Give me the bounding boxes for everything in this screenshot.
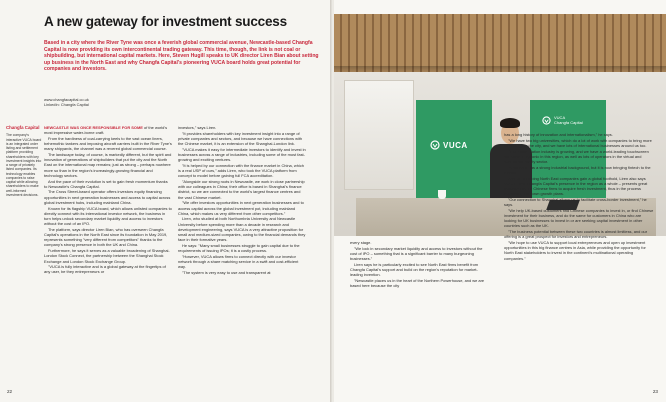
article-standfirst: Based in a city where the River Tyne was once a feverish global commercial avenue, Newcastle-based Changfa Capital is now providing its own intercontinental trading gateway. This time, though, the link is not coal or shipbuilding, but international capital markets. Here, Steven Hugill speaks to UK director Liren Bian about setting up business in the North East and why Changfa Capital's pioneering VUCA board holds great potential for companies and investors.	[44, 40, 319, 73]
vuca-logo-left	[430, 140, 468, 150]
paragraph	[44, 125, 172, 135]
body-column-1	[44, 125, 172, 275]
body-column-3	[350, 240, 490, 289]
sidebar-title: Changfa Capital	[6, 125, 40, 130]
paragraph: And the pace of their evolution is set to gain fresh momentum thanks to Newcastle's Changfa Capital.	[44, 178, 168, 189]
paragraph: "We lock in secondary market liquidity and access to investors without the cost of IPO – something that is a significant barrier to many burgeoning businesses."	[350, 245, 483, 262]
paragraph: investors," says Liren.	[178, 125, 217, 130]
paragraph: "VUCA is fully interactive and is a global gateway at the fingertips of any user, be they entrepreneurs or	[44, 264, 166, 275]
paragraph: "Alongside our strong roots in Newcastle, we work in close partnership with our colleagues in China; their office is based in Shanghai's finance district, so we are connected to the world's largest finance centres and the vast Chinese market.	[178, 179, 305, 200]
vuca-brand-block	[554, 116, 583, 125]
paragraph: Known for its flagship VUCA board, which allows unlisted companies to directly connect with its international investor network, the business in turn helps unlock secondary market liquidity and access to investors without the cost of an IPO.	[44, 205, 172, 227]
page-number-left: 22	[7, 389, 13, 394]
paragraph: has a long history of innovation and internationalism," he says.	[504, 132, 613, 137]
vuca-logo-right	[542, 116, 583, 125]
paragraph: Liren, who studied at both Northumbria University and Newcastle University before spending more than a decade in research and development engineering, says VUCA is a very attractive proposition for small and medium-sized companies, owing to the financial demands they face in their formative years.	[178, 216, 306, 243]
paragraph: "It is helped by our connection with the finance market in China, which is a real USP of ours," adds Liren, who took the VUCA platform from concept to model before gaining full FCA accreditation.	[178, 162, 304, 179]
article-credits	[44, 97, 89, 107]
paragraph: The platform, says director Liren Bian, who has overseen Changfa Capital's operations in the North East since its foundation in May 2019, represents something "very different from competitors" thanks to the company's strong presence in both the UK and China.	[44, 226, 168, 248]
page-number-right: 23	[652, 389, 658, 394]
body-column-4	[504, 132, 654, 261]
paragraph: "However, VUCA allows firms to connect directly with our investor network through a share matching service in a swift and cost-efficient way.	[178, 253, 299, 270]
paragraph: "We have two big universities, which do a lot of work with companies to bring more technology to the city, and we have lots of international businesses around us too.	[504, 137, 652, 148]
lead-in: NEWCASTLE WAS ONCE RESPONSIBLE FOR SOME	[44, 125, 143, 130]
paragraph: The Cross Street-based operator offers investors equity financing opportunities in next generation businesses and access to capital across global investment hubs, including mainland China.	[44, 189, 171, 205]
paragraph: The landscape today, of course, is markedly different, but the spirit and innovation of generations of shipbuilders that put the city and the North East on the international map remains; just as strong – perhaps nowhere more so than in the region's increasingly-growing financial and technology sectors.	[44, 152, 172, 178]
paragraph: "It provides shareholders with key investment insight into a range of private companies and sectors, and because we have connections with the Chinese market, it is an extension of the Shanghai-London link.	[178, 130, 303, 147]
vuca-mark-icon	[542, 116, 551, 125]
paragraph: "Newcastle has a strong industrial background, but it is now bringing fintech to the market."	[504, 164, 651, 175]
paragraph: "The business potential between these two countries is almost limitless, and our offering is a great prospect for investors and entrepreneurs.	[504, 229, 648, 240]
paragraph: every stage.	[350, 240, 372, 245]
left-page	[0, 0, 332, 402]
paragraph: "VUCA makes it easy for intermediate investors to identify and invest in businesses across a range of industries, including some of the most fast-growing and exciting ventures.	[178, 146, 306, 163]
paragraph: "Our connection to Shanghai allows us to facilitate cross-border investment," he says.	[504, 196, 647, 208]
person-hair	[500, 118, 520, 128]
paragraph: "The electrification industry is growing, and we have a world-leading touchscreen company in Zytronic in this region, as well as lots of operators in the virtual and augmented reality sector.	[504, 148, 649, 165]
changfa-brand-text: Changfa Capital	[554, 119, 583, 125]
paragraph: "We help UK-based customers find Chinese companies to invest in, or find Chinese investment for their business, and do the same for customers in China who are looking for UK businesses to invest in or are seeking capital investment in other countries such as the UK.	[504, 207, 654, 229]
paragraph: Furthermore, he says it serves as a valuable broadening of Shanghai-London Stock Connect, the partnership between the Shanghai Stock Exchange and London Stock Exchange Group.	[44, 248, 170, 264]
vuca-mark-icon	[430, 140, 440, 150]
paragraph-text: of the world's most impressive water-borne craft.	[44, 125, 168, 136]
paragraph: He says: "Many small businesses struggle to gain capital due to the requirements of issuing IPOs; it is a costly process.	[178, 242, 300, 254]
wooden-ceiling-slats	[334, 14, 666, 72]
paragraph: "Newcastle places us in the heart of the Northern Powerhouse, and we are based here because the city	[350, 277, 485, 289]
vuca-brand-text: VUCA	[554, 115, 566, 120]
coffee-cup	[438, 190, 446, 199]
article-headline: A new gateway for investment success	[44, 14, 287, 29]
paragraph: From the hardiness of coal-carrying keels to the vast ocean liners, behemothic tankers and imposing aircraft carriers built in the River Tyne's many shipyards, the channel was a revered global commercial course.	[44, 135, 172, 152]
paragraph: Liren says he is particularly excited to see North East firms benefit from Changfa Capital's support and build on the region's reputation for market-leading invention.	[350, 261, 479, 278]
body-column-2	[178, 125, 306, 276]
paragraph: And while helping North East companies gain a global foothold, Liren also says VUCA – and Changfa Capital's presence in the region as a whole – presents great opportunities for Chinese firms to acquire fresh investment, thus in the process supporting their own growth plans.	[504, 175, 648, 197]
paragraph: "We offer investors opportunities in next generation businesses and to access capital across the global investment pot, including mainland China, which makes us very different from other competitors."	[178, 200, 304, 216]
vuca-brand-text: VUCA	[443, 140, 468, 150]
sidebar-text: The company's interactive VUCA board is an integrated order listing and settlement platform providing shareholders with key investment insights into a range of privately listed companies. Its technology enables companies to raise capital while allowing shareholders to make well-informed investment decisions.	[6, 133, 42, 197]
paragraph: "We hope to use VUCA to support local entrepreneurs and open up investment opportunities in this big finance centres in Asia, while providing the opportunity for North East stakeholders to invest in the continent's multinational operating companies."	[504, 240, 646, 261]
paragraph: "The system is very easy to use and transparent at	[182, 269, 271, 275]
office-window	[344, 80, 414, 190]
website-link[interactable]: www.changfacapital.co.uk	[44, 97, 89, 102]
right-page	[334, 0, 666, 402]
vuca-display-panel-left	[416, 100, 492, 198]
company-sidebar	[6, 125, 42, 197]
linkedin-link[interactable]: LinkedIn: Changfa Capital	[44, 102, 89, 108]
